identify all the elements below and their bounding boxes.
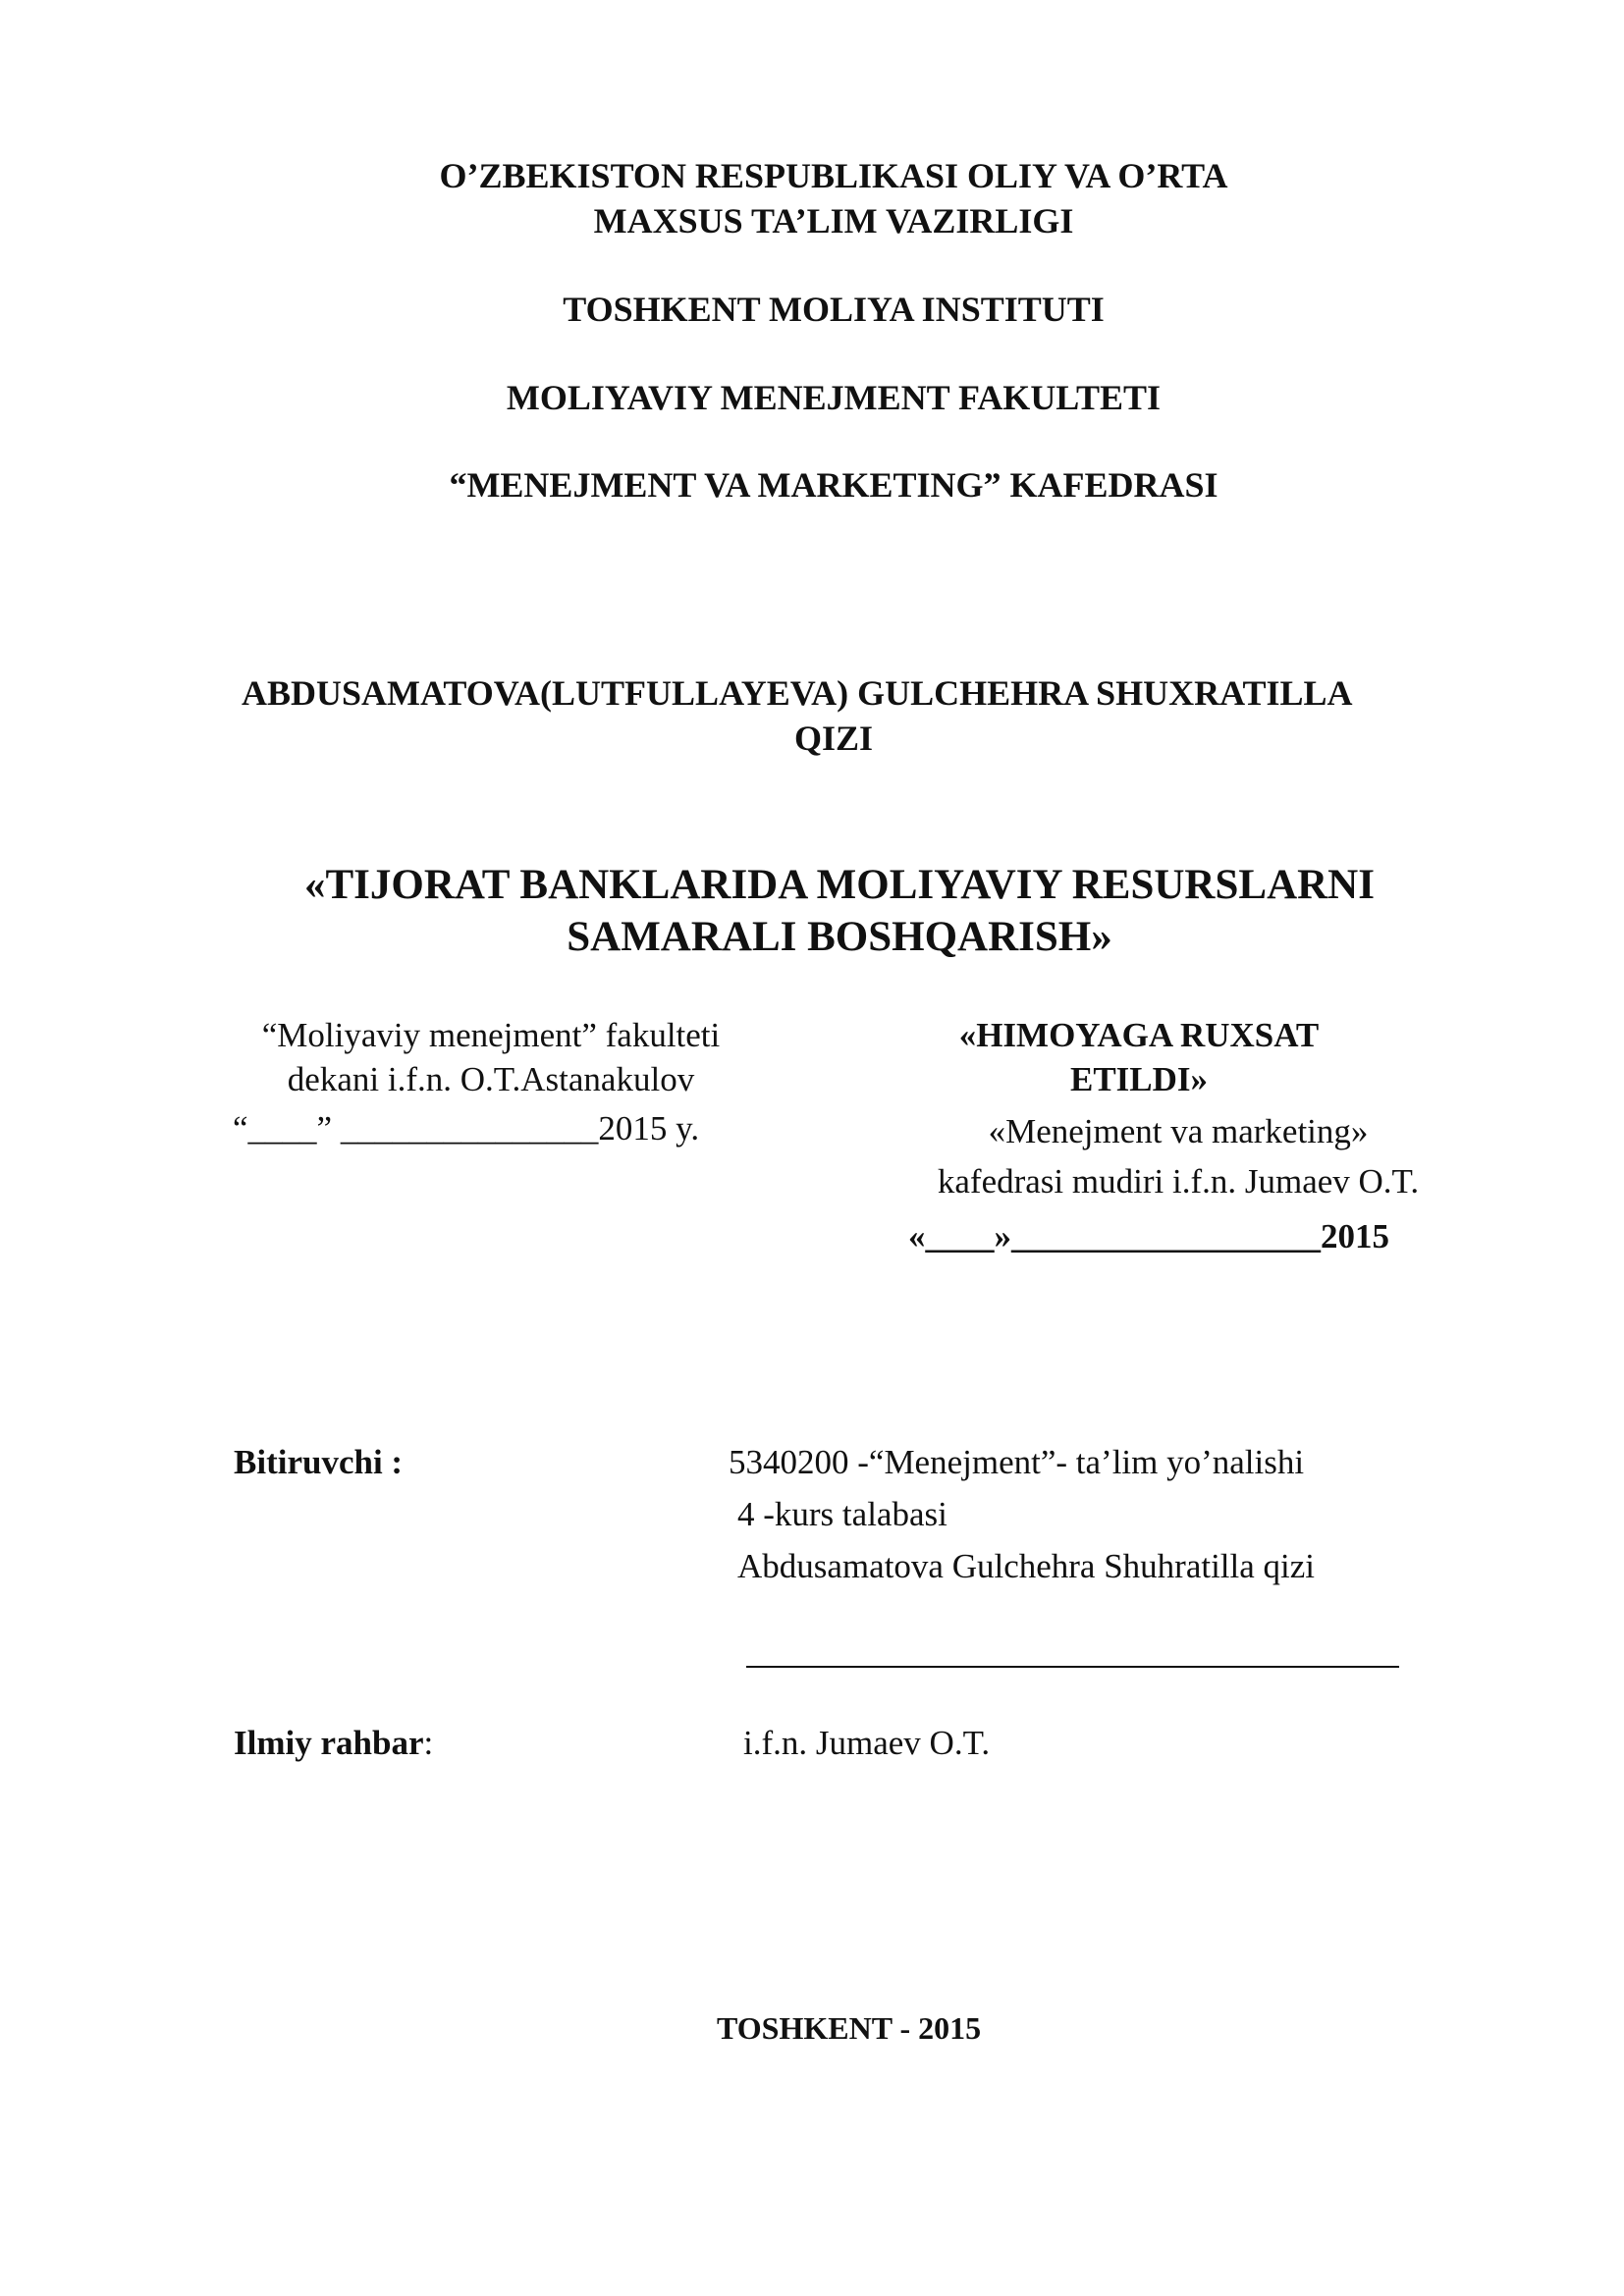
dean-date-line (233, 1109, 699, 1148)
thesis-title-line-2: SAMARALI BOSHQARISH» (567, 914, 1112, 960)
supervisor-colon: : (423, 1724, 434, 1762)
graduate-signature-line (746, 1666, 1399, 1668)
dean-date-open-quote: “ (233, 1109, 248, 1148)
dean-date-blank-day: ____ (247, 1109, 317, 1148)
faculty-name: MOLIYAVIY MENEJMENT FAKULTETI (506, 378, 1162, 417)
thesis-title-line-1: «TIJORAT BANKLARIDA MOLIYAVIY RESURSLARNI (304, 862, 1375, 908)
approval-date-year: 2015 (1321, 1217, 1389, 1255)
approval-date-line (908, 1217, 1389, 1256)
approval-date-blank-month: __________________ (1011, 1217, 1321, 1255)
supervisor-label-line (234, 1724, 433, 1763)
supervisor-label: Ilmiy rahbar (234, 1724, 424, 1762)
author-line-1: ABDUSAMATOVA(LUTFULLAYEVA) GULCHEHRA SHUXRATILLA (242, 673, 1353, 713)
footer-city-year: TOSHKENT - 2015 (717, 2010, 982, 2046)
approval-date-close-quote: » (994, 1217, 1011, 1255)
supervisor-name: i.f.n. Jumaev O.T. (743, 1724, 991, 1762)
approval-heading-line-2: ETILDI» (1069, 1060, 1209, 1098)
dean-date-year: 2015 y. (598, 1109, 700, 1148)
approval-date-blank-day: ____ (925, 1217, 995, 1255)
approval-date-open-quote: « (908, 1217, 926, 1255)
graduate-name: Abdusamatova Gulchehra Shuhratilla qizi (737, 1547, 1316, 1585)
author-line-2: QIZI (793, 719, 874, 758)
dean-name-line: dekani i.f.n. O.T.Astanakulov (287, 1060, 695, 1098)
institute-name: TOSHKENT MOLIYA INSTITUTI (563, 290, 1105, 329)
approval-department-line: «Menejment va marketing» (988, 1112, 1369, 1150)
graduate-program: 5340200 -“Menejment”- ta’lim yo’nalishi (729, 1443, 1305, 1481)
dean-faculty-line: “Moliyaviy menejment” fakulteti (261, 1016, 721, 1054)
dean-date-close-quote: ” (316, 1109, 341, 1148)
graduate-course: 4 -kurs talabasi (737, 1495, 947, 1533)
approval-heading-line-1: «HIMOYAGA RUXSAT (958, 1016, 1320, 1054)
dean-date-blank-month: _______________ (340, 1109, 599, 1148)
ministry-line-1: O’ZBEKISTON RESPUBLIKASI OLIY VA O’RTA (439, 156, 1228, 195)
ministry-line-2: MAXSUS TA’LIM VAZIRLIGI (593, 201, 1074, 240)
graduate-label: Bitiruvchi : (234, 1443, 404, 1481)
department-name: “MENEJMENT VA MARKETING” KAFEDRASI (449, 465, 1218, 505)
approval-head-line: kafedrasi mudiri i.f.n. Jumaev O.T. (937, 1162, 1420, 1201)
